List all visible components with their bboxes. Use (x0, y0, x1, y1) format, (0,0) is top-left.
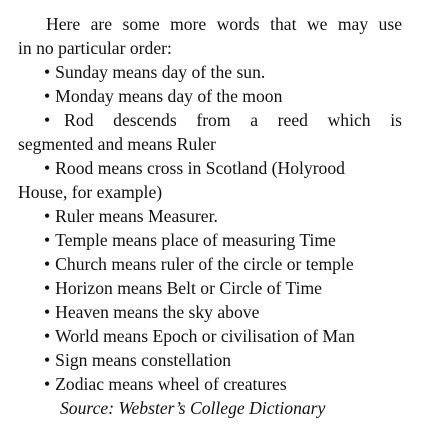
bullet-icon: • (44, 86, 51, 106)
list-item-text: Temple means place of measuring Time (55, 230, 336, 250)
list-item-rood (44, 156, 402, 180)
list-item-text: Sunday means day of the sun. (55, 62, 266, 82)
list-item-text: Ruler means Measurer. (55, 206, 218, 226)
list-item-monday (44, 84, 402, 108)
bullet-icon: • (44, 206, 51, 226)
bullet-icon: • (44, 158, 51, 178)
bullet-icon: • (44, 278, 51, 298)
bullet-icon: • (44, 326, 51, 346)
list-item-zodiac (44, 372, 402, 396)
list-item-heaven (44, 300, 402, 324)
list-item-sign (44, 348, 402, 372)
list-item-text: Monday means day of the moon (55, 86, 283, 106)
bullet-icon: • (44, 110, 51, 130)
bullet-icon: • (44, 374, 51, 394)
intro-line-1: Here are some more words that we may use (46, 14, 402, 34)
list-item-sunday (44, 60, 402, 84)
source-citation: Source: Webster’s College Dictionary (60, 398, 326, 418)
list-item-temple (44, 228, 402, 252)
list-item-text: World means Epoch or civilisation of Man (55, 326, 355, 346)
list-item-rod (44, 108, 402, 132)
bullet-icon: • (44, 230, 51, 250)
bullet-icon: • (44, 350, 51, 370)
list-item-text: Church means ruler of the circle or temple (55, 254, 354, 274)
list-item-text: Heaven means the sky above (55, 302, 260, 322)
bullet-icon: • (44, 302, 51, 322)
list-item-text: Rood means cross in Scotland (Holyrood (55, 158, 345, 178)
list-item-rood-continued: House, for example) (18, 182, 163, 202)
list-item-text: Horizon means Belt or Circle of Time (55, 278, 322, 298)
list-item-church (44, 252, 402, 276)
bullet-icon: • (44, 254, 51, 274)
list-item-text: Sign means constellation (55, 350, 232, 370)
list-item-ruler (44, 204, 402, 228)
intro-line-2: in no particular order: (18, 38, 172, 58)
list-item-world (44, 324, 402, 348)
list-item-text: Zodiac means wheel of creatures (55, 374, 287, 394)
list-item-horizon (44, 276, 402, 300)
list-item-rod-continued: segmented and means Ruler (18, 134, 216, 154)
list-item-text: Rod descends from a reed which is (64, 110, 402, 130)
bullet-icon: • (44, 62, 51, 82)
